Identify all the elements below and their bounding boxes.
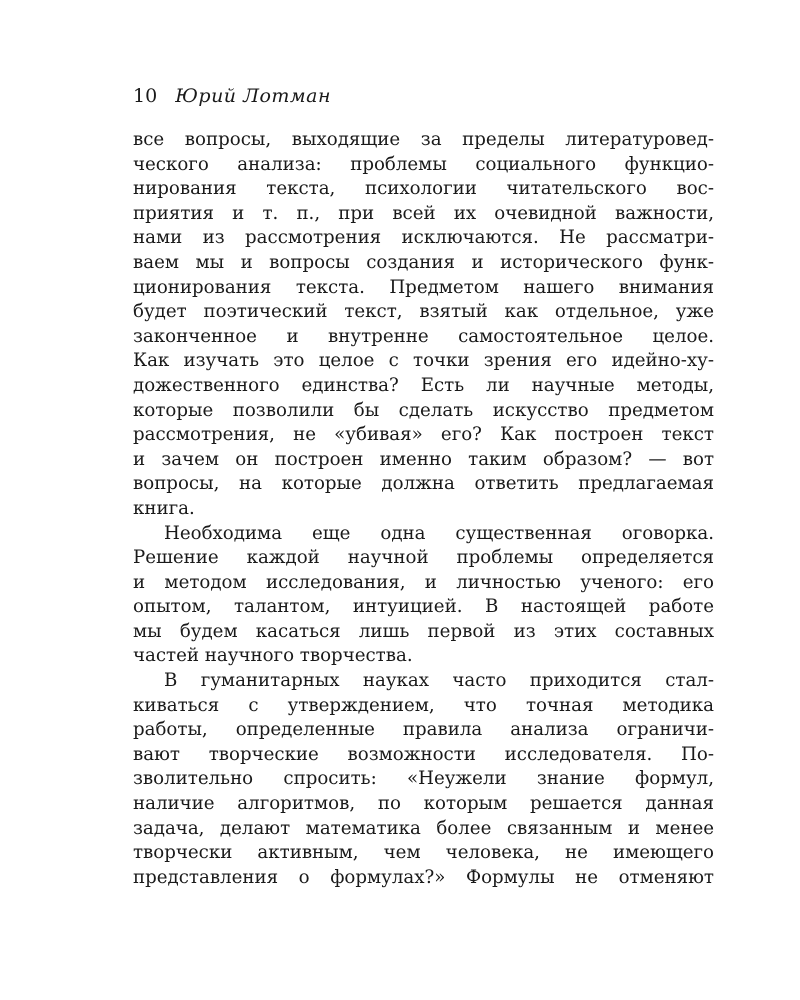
text-line: задача, делают математика более связанным и менее: [133, 817, 714, 839]
text-line: Необходима еще одна существенная оговорка.: [164, 522, 714, 544]
text-line: наличие алгоритмов, по которым решается данная: [133, 793, 714, 815]
text-line: работы, определенные правила анализа ограничи-: [133, 719, 714, 741]
text-line: представления о формулах?» Формулы не отменяют: [133, 866, 714, 888]
text-line: киваться с утверждением, что точная методика: [133, 694, 714, 716]
text-line: Как изучать это целое с точки зрения его идейно-ху-: [133, 350, 714, 372]
text-line: законченное и внутренне самостоятельное целое.: [133, 325, 714, 347]
page-number: 10: [133, 85, 158, 107]
body-text: [133, 128, 714, 890]
text-line: нирования текста, психологии читательского вос-: [133, 178, 714, 200]
text-line: опытом, талантом, интуицией. В настоящей работе: [133, 596, 714, 618]
text-line: приятия и т. п., при всей их очевидной важности,: [133, 202, 714, 224]
text-line: ционирования текста. Предметом нашего внимания: [133, 276, 714, 298]
text-line: ваем мы и вопросы создания и исторического функ-: [133, 251, 714, 273]
text-line: Решение каждой научной проблемы определяется: [133, 547, 714, 569]
text-line: и зачем он построен именно таким образом? — вот: [133, 448, 714, 470]
text-line: рассмотрения, не «убивая» его? Как построен текст: [133, 424, 714, 446]
text-line: книга.: [133, 497, 195, 519]
text-line: В гуманитарных науках часто приходится стал-: [164, 670, 714, 692]
running-head: [133, 84, 331, 108]
text-line: вопросы, на которые должна ответить предлагаемая: [133, 473, 714, 495]
text-line: творчески активным, чем человека, не имеющего: [133, 842, 714, 864]
text-line: частей научного творчества.: [133, 645, 413, 667]
text-line: вают творческие возможности исследователя. По-: [133, 743, 714, 765]
text-line: мы будем касаться лишь первой из этих составных: [133, 620, 714, 642]
text-line: нами из рассмотрения исключаются. Не рассматри-: [133, 227, 714, 249]
text-line: все вопросы, выходящие за пределы литературовед-: [133, 129, 714, 150]
text-line: дожественного единства? Есть ли научные методы,: [133, 374, 714, 396]
text-line: и методом исследования, и личностью ученого: его: [133, 571, 714, 593]
text-line: которые позволили бы сделать искусство предметом: [133, 399, 714, 421]
running-head-author: Юрий Лотман: [175, 85, 331, 107]
text-line: будет поэтический текст, взятый как отдельное, уже: [133, 301, 714, 323]
text-line: ческого анализа: проблемы социального функцио-: [133, 153, 714, 175]
text-line: зволительно спросить: «Неужели знание формул,: [133, 768, 714, 790]
